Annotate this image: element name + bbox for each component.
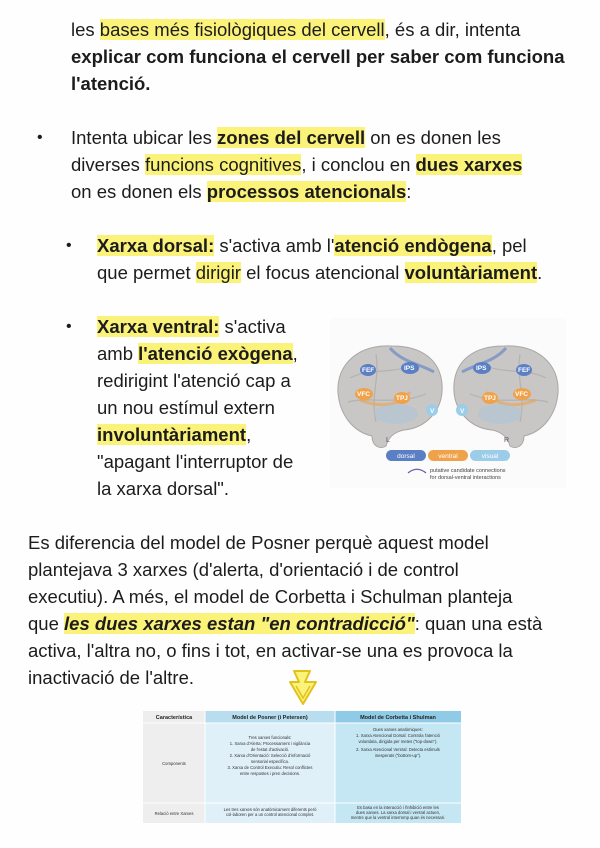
bullet1-line-3: on es donen els processos atencionals: [71,181,412,202]
table-cell-text: voluntària, dirigida per metes ("top-down"). [358,739,438,744]
table-header-posner: Model de Posner (i Petersen) [232,715,308,721]
bullet1-line-2: diverses funcions cognitives, i conclou en dues xarxes [71,154,523,175]
brain-networks-figure [330,318,566,488]
label-tpj-right: TPJ [484,395,496,402]
para-line-2: plantejava 3 xarxes (d'alerta, d'orientació i de control [28,559,459,580]
legend-note-1: putative candidate connections [430,468,506,474]
bullet1-line-1: Intenta ubicar les zones del cervell on es donen les [71,127,501,148]
bullet-marker: • [37,129,43,146]
dorsal-line-1: Xarxa dorsal: s'activa amb l'atenció endògena, pel [97,235,527,256]
table-cell-text: Les tres xarxes són anatòmicament diferents però [223,807,317,812]
label-vfc-left: VFC [357,391,370,398]
para-line-1: Es diferencia del model de Posner perquè aquest model [28,532,489,553]
ventral-line-6: "apagant l'interruptor de [97,451,294,472]
table-cell-text: mentre que la ventral interromp quan és necessari. [350,815,446,820]
label-v-right: V [460,408,465,415]
table-cell-text: sensorial específica. [251,759,289,764]
brain-illustration [330,318,566,488]
para-line-3: executiu). A més, el model de Corbetta i Schulman planteja [28,586,513,607]
legend-visual: visual [481,453,499,460]
label-vfc-right: VFC [515,391,528,398]
label-fef-right: FEF [518,367,531,374]
intro-line-1: les bases més fisiològiques del cervell, és a dir, intenta [71,19,521,40]
table-header-characteristic: Característica [155,715,193,721]
para-line-4: que les dues xarxes estan "en contradicció": quan una està [28,613,543,634]
label-ips-left: IPS [404,365,415,372]
table-cell-text: inesperats ("bottom-up"). [374,753,422,758]
para-line-5: activa, l'altra no, o fins i tot, en activar-se una es provoca la [28,640,513,661]
ventral-line-5: involuntàriament, [97,424,252,445]
table-row-components-label: Components [162,761,186,766]
table-cell-text: 1. Xarxa d'Alerta: Processament i vigilància [229,741,311,746]
label-right-hemisphere: R [504,437,510,444]
table-cell-text: entre respostes i pren decisions. [239,771,301,776]
ventral-line-7: la xarxa dorsal". [97,478,230,499]
ventral-line-2: amb l'atenció exògena, [97,343,298,364]
legend-ventral: ventral [438,453,458,460]
table-cell-text: Tres xarxes funcionals: [248,735,292,740]
comparison-table-image [143,711,461,823]
table-cell-text: dues xarxes. La xarxa dorsal i ventral actuen, [355,810,441,815]
label-tpj-left: TPJ [396,395,408,402]
down-arrow-icon [286,668,322,708]
bullet-marker: • [66,237,72,254]
table-header-corbetta: Model de Corbetta i Shulman [360,715,436,721]
label-fef-left: FEF [362,367,375,374]
table-cell-text: 2. Xarxa d'Orientació: Selecció d'informació [229,753,311,758]
label-left-hemisphere: L [386,437,390,444]
legend-note-2: for dorsal-ventral interactions [430,475,501,481]
dorsal-line-2: que permet dirigir el focus atencional voluntàriament. [97,262,543,283]
intro-line-2: explicar com funciona el cervell per saber com funciona [71,46,565,67]
label-ips-right: IPS [476,365,487,372]
ventral-line-1: Xarxa ventral: s'activa [97,316,286,337]
ventral-line-4: un nou estímul extern [97,397,275,418]
label-v-left: V [430,408,435,415]
table-cell-text: 1. Xarxa Atencional Dorsal: Controla l'atenció [356,733,440,738]
table-cell-text: 3. Xarxa de Control Executiu: Resol conflictes [227,765,313,770]
table-cell-text: Es basa en la interacció i l'inhibició entre les [357,805,439,810]
connection-arc-icon [408,469,426,473]
table-cell-text: 2. Xarxa Atencional Ventral: Detecta estímuls [356,747,440,752]
ventral-line-3: redirigint l'atenció cap a [97,370,291,391]
legend-dorsal: dorsal [397,453,415,460]
table-cell-text: de l'estat d'activació. [250,747,290,752]
table-row-relation-label: Relació entre Xarxes [154,811,194,816]
para-line-6: inactivació de l'altre. [28,667,195,688]
table-cell-text: Dues xarxes anatòmiques: [373,727,423,732]
table-cell-text: col·laboren per a un control atencional complet. [225,812,315,817]
bullet-marker: • [66,318,72,335]
intro-line-3: l'atenció. [71,73,151,94]
comparison-table [143,711,461,823]
